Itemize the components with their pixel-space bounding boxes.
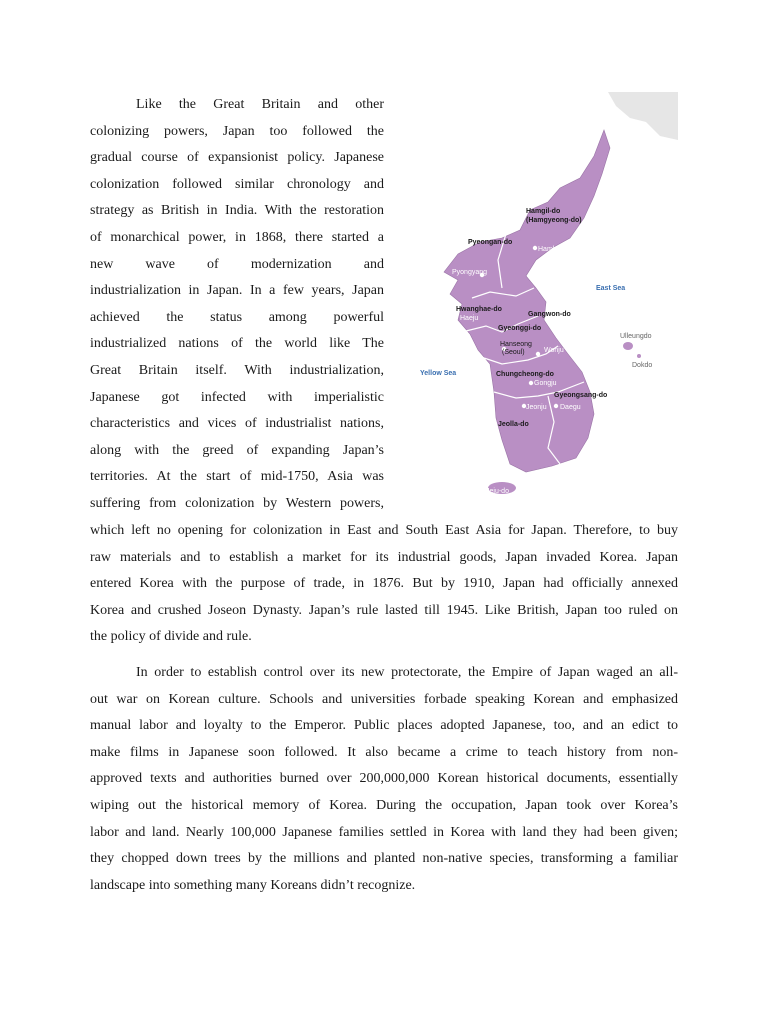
- korea-provinces-map: [398, 92, 678, 502]
- text-line: make films in Japanese soon followed. It also became a crime to teach history from non-: [90, 744, 678, 760]
- text-line: the policy of divide and rule.: [90, 629, 252, 645]
- text-line: landscape into something many Koreans didn’t recognize.: [90, 877, 416, 893]
- text-line: labor and land. Nearly 100,000 Japanese families settled in Korea with land they had been given;: [90, 824, 678, 840]
- text-line: industrialization in Japan. In a few years, Japan: [90, 283, 384, 299]
- text-line: In order to establish control over its new protectorate, the Empire of Japan waged an all-: [136, 665, 678, 680]
- label-haeju: Haeju: [460, 315, 479, 322]
- label-hamgil: Hamgil-do: [526, 208, 561, 215]
- label-hamheung: Hamheung: [538, 246, 573, 253]
- text-line: raw materials and to establish a market for its industrial goods, Japan invaded Korea. Japan: [90, 549, 678, 565]
- text-line: manual labor and loyalty to the Emperor. Public places adopted Japanese, too, and an edict to: [90, 718, 678, 734]
- paragraph-1-full-width-text: [90, 518, 678, 651]
- label-jeju: Jeju-do: [486, 488, 509, 495]
- island-ulleungdo: [623, 342, 633, 350]
- text-line: achieved the status among powerful: [90, 309, 384, 325]
- label-yellow-sea: Yellow Sea: [420, 370, 457, 377]
- label-seoul: (Seoul): [502, 349, 525, 356]
- island-dokdo: [637, 354, 641, 358]
- text-line: they chopped down trees by the millions and planted non-native species, transforming a familiar: [90, 851, 678, 867]
- text-line: out war on Korean culture. Schools and universities forbade speaking Korean and emphasized: [90, 691, 678, 707]
- text-line: approved texts and authorities burned over 200,000,000 Korean historical documents, essentially: [90, 771, 678, 787]
- label-pyongyang: Pyongyang: [452, 269, 488, 276]
- label-chungcheong: Chungcheong-do: [496, 371, 554, 378]
- text-line: suffering from colonization by Western powers,: [90, 495, 384, 511]
- text-line: Korea and crushed Joseon Dynasty. Japan’s rule lasted till 1945. Like British, Japan too ruled on: [90, 602, 678, 618]
- text-line: Great Britain itself. With industrialization,: [90, 362, 384, 378]
- text-line: colonizing powers, Japan too followed the: [90, 123, 384, 139]
- text-line: industrialized nations of the world like The: [90, 336, 384, 352]
- text-line: wiping out the historical memory of Korea. During the occupation, Japan took over Korea’s: [90, 797, 678, 813]
- label-dokdo: Dokdo: [632, 362, 653, 369]
- label-jeonju: Jeonju: [526, 404, 547, 411]
- label-east-sea: East Sea: [596, 285, 626, 292]
- label-gyeonggi: Gyeonggi-do: [498, 325, 542, 332]
- text-line: characteristics and vices of industrialist nations,: [90, 416, 384, 432]
- label-gangwon: Gangwon-do: [528, 311, 571, 318]
- label-pyeongan: Pyeongan-do: [468, 239, 513, 246]
- label-hamgyeong: (Hamgyeong-do): [526, 217, 582, 224]
- text-line: Japanese got infected with imperialistic: [90, 389, 384, 405]
- label-ulleungdo: Ulleungdo: [620, 333, 652, 340]
- text-line: of monarchical power, in 1868, there started a: [90, 229, 384, 245]
- text-line: new wave of modernization and: [90, 256, 384, 272]
- label-hanseong: Hanseong: [500, 341, 532, 348]
- label-jeolla: Jeolla-do: [498, 421, 529, 428]
- text-line: along with the greed of expanding Japan’s: [90, 442, 384, 458]
- text-line: gradual course of expansionist policy. Japanese: [90, 150, 384, 166]
- text-line: entered Korea with the purpose of trade, in 1876. But by 1910, Japan had officially annexed: [90, 576, 678, 592]
- text-line: Like the Great Britain and other: [136, 97, 384, 112]
- text-line: which left no opening for colonization in East and South East Asia for Japan. Therefore, to buy: [90, 523, 678, 538]
- text-line: territories. At the start of mid-1750, Asia was: [90, 469, 384, 485]
- paragraph-2: [90, 660, 678, 899]
- label-wonju: Wonju: [544, 347, 564, 354]
- label-gyeongsang: Gyeongsang-do: [554, 392, 608, 399]
- label-hwanghae: Hwanghae-do: [456, 306, 502, 313]
- label-daegu: Daegu: [560, 404, 581, 411]
- label-gongju: Gongju: [534, 380, 557, 387]
- text-line: strategy as British in India. With the restoration: [90, 203, 384, 219]
- paragraph-1-wrapped-text: [90, 92, 384, 518]
- text-line: colonization followed similar chronology and: [90, 176, 384, 192]
